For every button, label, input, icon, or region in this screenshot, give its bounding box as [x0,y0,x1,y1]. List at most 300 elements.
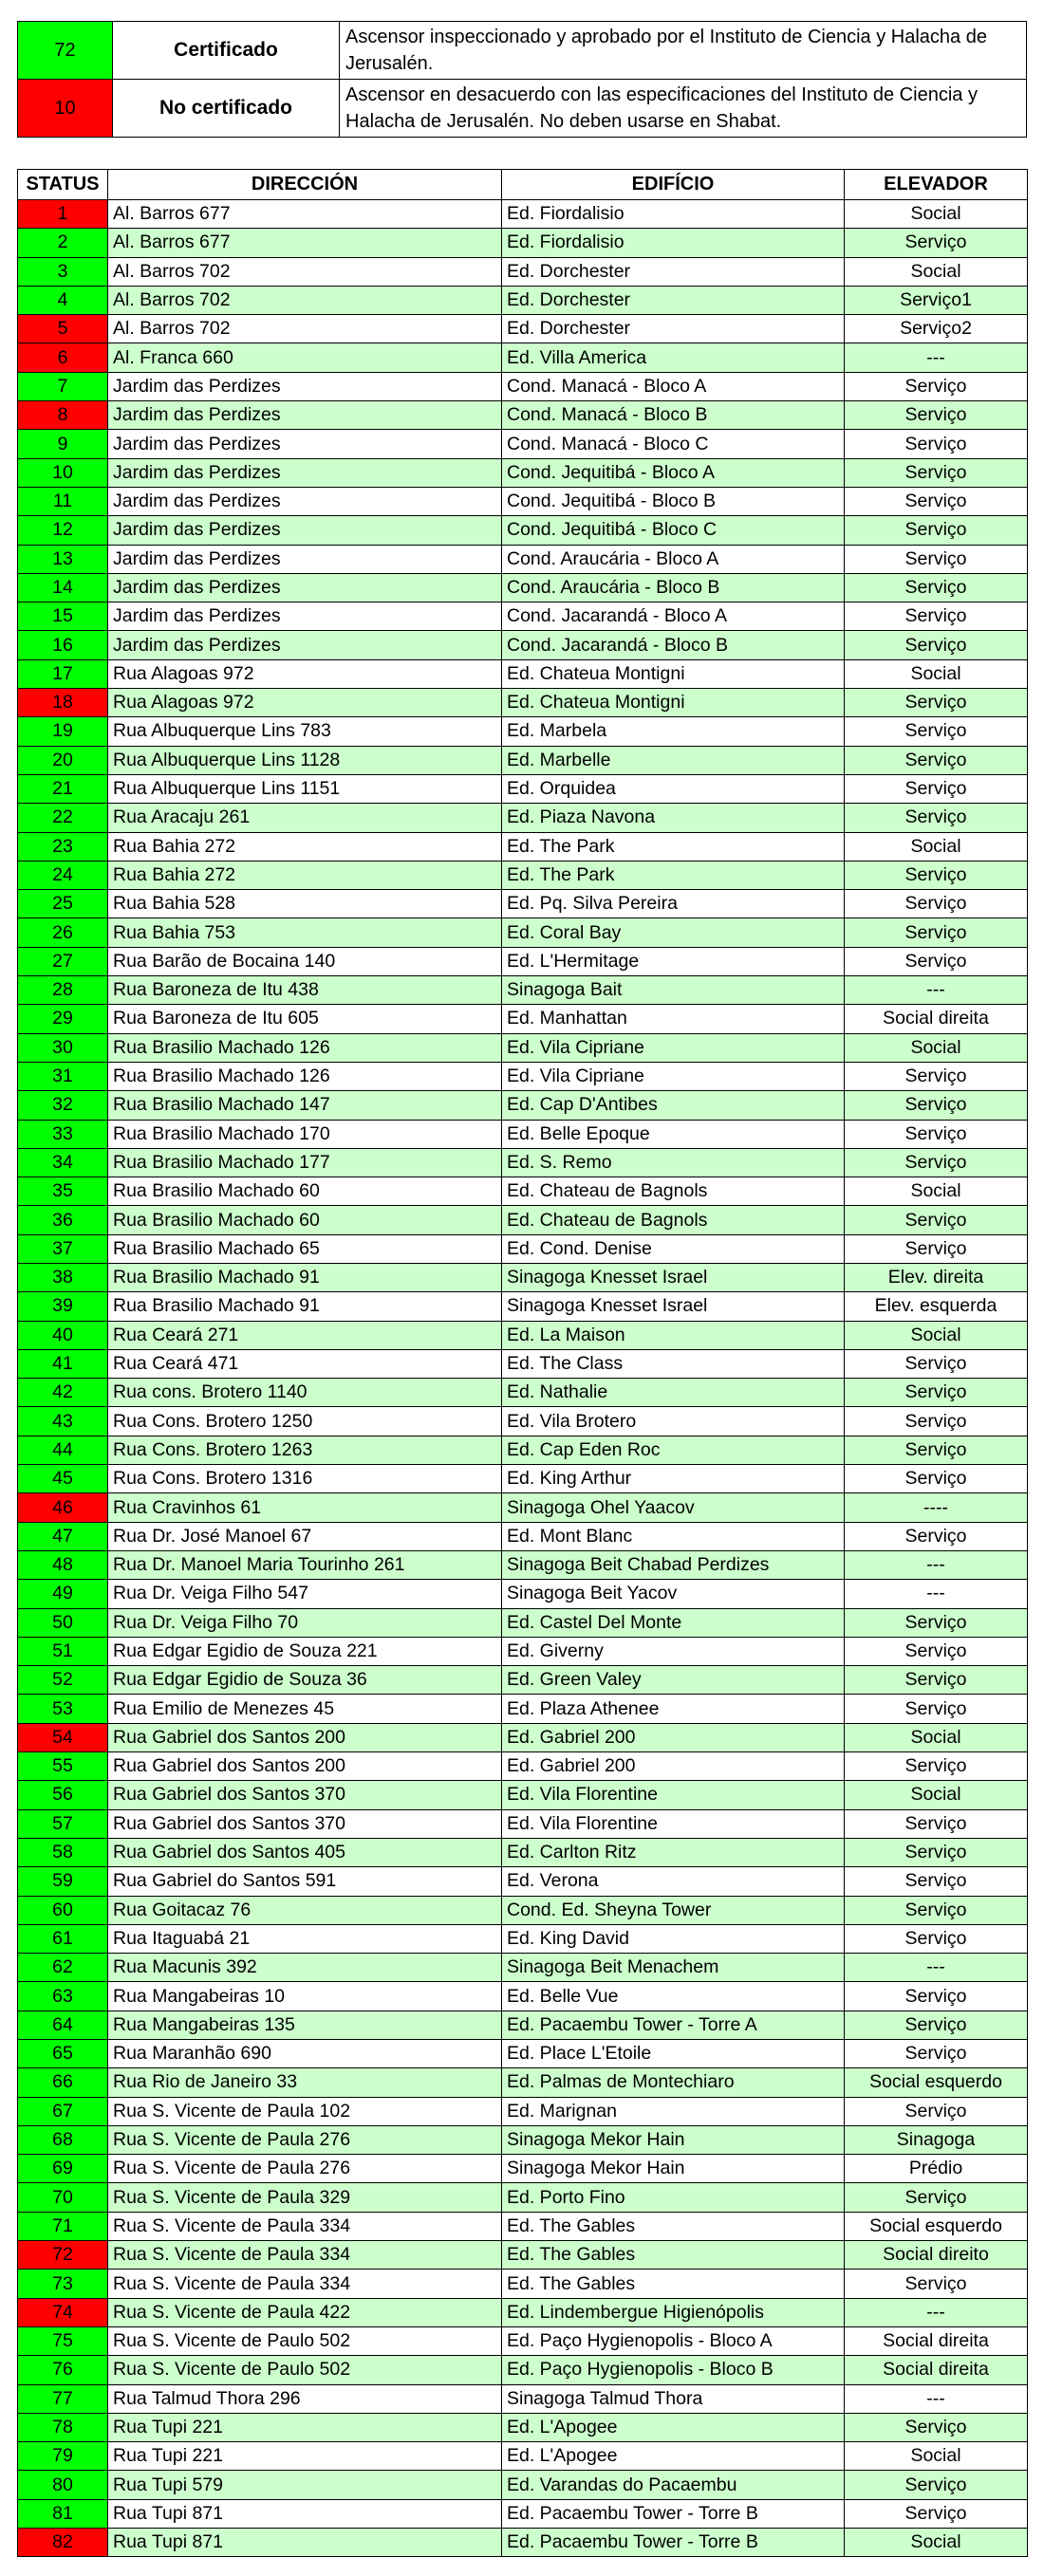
address-cell: Jardim das Perdizes [108,631,502,659]
elevator-cell: Social esquerdo [845,2068,1028,2097]
elevator-cell: Serviço [845,1379,1028,1407]
building-cell: Ed. Chateua Montigni [502,689,845,717]
elevator-cell: Serviço [845,1436,1028,1464]
building-cell: Sinagoga Knesset Israel [502,1263,845,1291]
legend-table [17,21,1027,138]
status-cell: 6 [18,343,108,372]
elevator-cell: Elev. esquerda [845,1292,1028,1321]
status-cell: 41 [18,1349,108,1378]
elevator-cell: Social [845,1177,1028,1206]
address-cell: Rua S. Vicente de Paula 276 [108,2125,502,2154]
status-cell: 8 [18,401,108,430]
address-cell: Rua cons. Brotero 1140 [108,1379,502,1407]
address-cell: Rua Maranhão 690 [108,2040,502,2068]
address-cell: Rua Tupi 871 [108,2529,502,2557]
table-row [18,257,1028,286]
elevator-cell: Serviço [845,631,1028,659]
table-row [18,2125,1028,2154]
address-cell: Rua Ceará 471 [108,1349,502,1378]
status-cell: 73 [18,2270,108,2298]
table-row [18,774,1028,803]
address-cell: Jardim das Perdizes [108,430,502,458]
header-elevator: ELEVADOR [845,170,1028,200]
elevator-cell: --- [845,343,1028,372]
elevator-cell: Serviço [845,1838,1028,1866]
building-cell: Ed. Gabriel 200 [502,1752,845,1781]
elevator-cell: Serviço [845,890,1028,918]
building-cell: Cond. Manacá - Bloco A [502,372,845,400]
table-row [18,1436,1028,1464]
building-cell: Sinagoga Beit Chabad Perdizes [502,1550,845,1579]
elevator-cell: Prédio [845,2155,1028,2183]
building-cell: Cond. Jequitibá - Bloco A [502,458,845,487]
building-cell: Ed. L'Apogee [502,2442,845,2471]
building-cell: Ed. La Maison [502,1321,845,1349]
address-cell: Rua Brasilio Machado 126 [108,1033,502,1062]
table-row [18,1407,1028,1436]
table-row [18,2471,1028,2499]
building-cell: Ed. Belle Vue [502,1982,845,2011]
elevator-cell: Sinagoga [845,2125,1028,2154]
status-cell: 29 [18,1005,108,1033]
building-cell: Ed. Dorchester [502,315,845,343]
address-cell: Rua Brasilio Machado 91 [108,1292,502,1321]
status-cell: 59 [18,1867,108,1896]
elevator-table [17,169,1028,2557]
building-cell: Ed. Castel Del Monte [502,1608,845,1637]
table-row [18,1234,1028,1263]
table-row [18,458,1028,487]
status-cell: 51 [18,1637,108,1665]
status-cell: 53 [18,1695,108,1723]
address-cell: Rua Gabriel dos Santos 200 [108,1752,502,1781]
building-cell: Ed. Chateau de Bagnols [502,1206,845,1234]
building-cell: Ed. The Park [502,832,845,861]
status-cell: 74 [18,2298,108,2326]
table-row [18,1206,1028,1234]
status-cell: 39 [18,1292,108,1321]
address-cell: Al. Barros 702 [108,257,502,286]
elevator-cell: Serviço [845,1924,1028,1953]
building-cell: Sinagoga Mekor Hain [502,2125,845,2154]
elevator-cell: Serviço [845,918,1028,947]
table-row [18,2298,1028,2326]
building-cell: Ed. Carlton Ritz [502,1838,845,1866]
building-cell: Ed. Place L'Etoile [502,2040,845,2068]
address-cell: Rua Mangabeiras 135 [108,2011,502,2039]
address-cell: Jardim das Perdizes [108,372,502,400]
building-cell: Cond. Araucária - Bloco A [502,545,845,573]
header-building: EDIFÍCIO [502,170,845,200]
building-cell: Ed. Cap Eden Roc [502,1436,845,1464]
elevator-cell: --- [845,1550,1028,1579]
status-cell: 28 [18,976,108,1005]
table-row [18,717,1028,746]
table-row [18,1091,1028,1120]
status-cell: 5 [18,315,108,343]
status-cell: 12 [18,516,108,545]
address-cell: Al. Barros 702 [108,286,502,314]
elevator-cell: Serviço [845,2040,1028,2068]
address-cell: Rua Cons. Brotero 1250 [108,1407,502,1436]
table-row [18,1522,1028,1550]
building-cell: Sinagoga Ohel Yaacov [502,1493,845,1522]
legend-row-not-certified [18,80,1027,138]
address-cell: Rua S. Vicente de Paulo 502 [108,2356,502,2384]
table-row [18,1005,1028,1033]
status-cell: 19 [18,717,108,746]
status-cell: 69 [18,2155,108,2183]
address-cell: Jardim das Perdizes [108,602,502,631]
address-cell: Al. Barros 677 [108,229,502,257]
table-row [18,2529,1028,2557]
building-cell: Ed. Pacaembu Tower - Torre B [502,2529,845,2557]
elevator-cell: Serviço [845,1120,1028,1148]
table-row [18,516,1028,545]
table-row [18,1867,1028,1896]
status-cell: 60 [18,1896,108,1924]
status-cell: 24 [18,861,108,889]
status-cell: 57 [18,1809,108,1838]
elevator-cell: Serviço [845,2270,1028,2298]
status-cell: 40 [18,1321,108,1349]
table-row [18,976,1028,1005]
status-cell: 79 [18,2442,108,2471]
elevator-cell: Serviço [845,1062,1028,1090]
elevator-cell: Serviço [845,774,1028,803]
building-cell: Cond. Araucária - Bloco B [502,573,845,602]
table-row [18,918,1028,947]
elevator-cell: Serviço [845,2183,1028,2212]
status-cell: 62 [18,1954,108,1982]
table-row [18,2442,1028,2471]
status-cell: 18 [18,689,108,717]
building-cell: Ed. Verona [502,1867,845,1896]
table-row [18,1062,1028,1090]
elevator-cell: Serviço [845,372,1028,400]
address-cell: Rua Bahia 272 [108,861,502,889]
table-row [18,804,1028,832]
address-cell: Rua Brasilio Machado 177 [108,1148,502,1177]
elevator-cell: Social [845,1781,1028,1809]
address-cell: Rua S. Vicente de Paula 334 [108,2270,502,2298]
building-cell: Ed. Vila Cipriane [502,1033,845,1062]
table-row [18,1924,1028,1953]
table-row [18,746,1028,774]
status-cell: 81 [18,2499,108,2528]
elevator-cell: Social direita [845,1005,1028,1033]
table-row [18,1321,1028,1349]
address-cell: Rua Baroneza de Itu 438 [108,976,502,1005]
building-cell: Cond. Manacá - Bloco B [502,401,845,430]
elevator-cell: Serviço [845,1465,1028,1493]
status-cell: 71 [18,2212,108,2240]
elevator-cell: Social [845,2529,1028,2557]
table-row [18,1148,1028,1177]
status-cell: 17 [18,659,108,688]
address-cell: Rua Baroneza de Itu 605 [108,1005,502,1033]
status-cell: 35 [18,1177,108,1206]
building-cell: Ed. Manhattan [502,1005,845,1033]
address-cell: Rua Bahia 528 [108,890,502,918]
status-cell: 4 [18,286,108,314]
table-row [18,689,1028,717]
table-row [18,1637,1028,1665]
table-row [18,1723,1028,1751]
elevator-cell: Social [845,200,1028,229]
elevator-cell: Serviço [845,487,1028,515]
elevator-cell: Serviço [845,1407,1028,1436]
status-cell: 48 [18,1550,108,1579]
table-row [18,1493,1028,1522]
table-row [18,2413,1028,2441]
status-cell: 64 [18,2011,108,2039]
table-row [18,890,1028,918]
elevator-cell: Serviço [845,545,1028,573]
status-cell: 26 [18,918,108,947]
elevator-cell: Serviço [845,2471,1028,2499]
status-cell: 2 [18,229,108,257]
elevator-cell: Social direita [845,2356,1028,2384]
address-cell: Rua Tupi 221 [108,2413,502,2441]
elevator-cell: Serviço [845,1148,1028,1177]
building-cell: Ed. Chateua Montigni [502,659,845,688]
elevator-cell: ---- [845,1493,1028,1522]
building-cell: Ed. Orquidea [502,774,845,803]
status-cell: 1 [18,200,108,229]
status-cell: 58 [18,1838,108,1866]
address-cell: Rua Rio de Janeiro 33 [108,2068,502,2097]
building-cell: Cond. Manacá - Bloco C [502,430,845,458]
elevator-cell: Serviço [845,458,1028,487]
elevator-cell: Serviço [845,861,1028,889]
address-cell: Rua Alagoas 972 [108,689,502,717]
address-cell: Rua S. Vicente de Paula 102 [108,2097,502,2125]
elevator-cell: Serviço [845,2499,1028,2528]
elevator-cell: Serviço [845,1522,1028,1550]
address-cell: Rua Brasilio Machado 126 [108,1062,502,1090]
building-cell: Ed. Green Valey [502,1666,845,1695]
building-cell: Ed. Porto Fino [502,2183,845,2212]
address-cell: Rua Itaguabá 21 [108,1924,502,1953]
status-cell: 33 [18,1120,108,1148]
building-cell: Ed. Villa America [502,343,845,372]
address-cell: Rua Bahia 753 [108,918,502,947]
header-status: STATUS [18,170,108,200]
status-cell: 46 [18,1493,108,1522]
legend-count-not-certified: 10 [18,80,113,138]
status-cell: 31 [18,1062,108,1090]
building-cell: Ed. The Class [502,1349,845,1378]
table-row [18,2011,1028,2039]
building-cell: Ed. King David [502,1924,845,1953]
address-cell: Rua Tupi 221 [108,2442,502,2471]
status-cell: 55 [18,1752,108,1781]
elevator-cell: --- [845,976,1028,1005]
table-row [18,1982,1028,2011]
building-cell: Ed. Dorchester [502,286,845,314]
elevator-cell: Serviço [845,804,1028,832]
building-cell: Ed. The Gables [502,2270,845,2298]
building-cell: Ed. Pacaembu Tower - Torre A [502,2011,845,2039]
table-row [18,2356,1028,2384]
table-row [18,2499,1028,2528]
building-cell: Ed. Marbelle [502,746,845,774]
status-cell: 34 [18,1148,108,1177]
status-cell: 77 [18,2384,108,2413]
address-cell: Rua Ceará 271 [108,1321,502,1349]
status-cell: 61 [18,1924,108,1953]
elevator-cell: Serviço [845,401,1028,430]
elevator-cell: Serviço [845,430,1028,458]
building-cell: Ed. Nathalie [502,1379,845,1407]
table-row [18,631,1028,659]
status-cell: 38 [18,1263,108,1291]
building-cell: Ed. Chateau de Bagnols [502,1177,845,1206]
table-body [18,200,1028,2557]
building-cell: Sinagoga Mekor Hain [502,2155,845,2183]
status-cell: 66 [18,2068,108,2097]
table-header-row [18,170,1028,200]
building-cell: Ed. The Park [502,861,845,889]
address-cell: Rua Brasilio Machado 147 [108,1091,502,1120]
table-row [18,1292,1028,1321]
elevator-cell: Serviço [845,1867,1028,1896]
elevator-cell: Serviço [845,2011,1028,2039]
building-cell: Cond. Jacarandá - Bloco A [502,602,845,631]
building-cell: Ed. Fiordalisio [502,229,845,257]
elevator-cell: Serviço [845,717,1028,746]
table-row [18,1349,1028,1378]
status-cell: 45 [18,1465,108,1493]
status-cell: 37 [18,1234,108,1263]
table-row [18,659,1028,688]
address-cell: Rua Brasilio Machado 65 [108,1234,502,1263]
building-cell: Ed. Fiordalisio [502,200,845,229]
elevator-cell: Serviço [845,1608,1028,1637]
status-cell: 15 [18,602,108,631]
address-cell: Rua S. Vicente de Paula 334 [108,2241,502,2270]
elevator-cell: --- [845,2384,1028,2413]
table-row [18,487,1028,515]
building-cell: Sinagoga Knesset Israel [502,1292,845,1321]
building-cell: Cond. Ed. Sheyna Tower [502,1896,845,1924]
building-cell: Ed. The Gables [502,2241,845,2270]
table-row [18,1580,1028,1608]
address-cell: Rua Aracaju 261 [108,804,502,832]
building-cell: Ed. Vila Florentine [502,1781,845,1809]
status-cell: 47 [18,1522,108,1550]
address-cell: Rua Brasilio Machado 170 [108,1120,502,1148]
elevator-cell: Social direita [845,2326,1028,2355]
table-row [18,430,1028,458]
building-cell: Ed. Paço Hygienopolis - Bloco A [502,2326,845,2355]
status-cell: 52 [18,1666,108,1695]
building-cell: Ed. S. Remo [502,1148,845,1177]
address-cell: Rua Dr. Veiga Filho 547 [108,1580,502,1608]
legend-label-certified: Certificado [113,22,340,80]
building-cell: Ed. Dorchester [502,257,845,286]
address-cell: Rua Barão de Bocaina 140 [108,947,502,975]
address-cell: Rua Tupi 871 [108,2499,502,2528]
address-cell: Rua Macunis 392 [108,1954,502,1982]
legend-description-not-certified: Ascensor en desacuerdo con las especificaciones del Instituto de Ciencia y Halacha de Jerusalén. No deben usarse en Shabat. [340,80,1027,138]
status-cell: 42 [18,1379,108,1407]
address-cell: Al. Barros 702 [108,315,502,343]
table-row [18,1954,1028,1982]
building-cell: Cond. Jacarandá - Bloco B [502,631,845,659]
building-cell: Ed. Cap D'Antibes [502,1091,845,1120]
table-row [18,1120,1028,1148]
address-cell: Rua Mangabeiras 10 [108,1982,502,2011]
status-cell: 75 [18,2326,108,2355]
building-cell: Ed. Varandas do Pacaembu [502,2471,845,2499]
building-cell: Ed. Coral Bay [502,918,845,947]
legend-description-certified: Ascensor inspeccionado y aprobado por el Instituto de Ciencia y Halacha de Jerusalén. [340,22,1027,80]
building-cell: Ed. L'Hermitage [502,947,845,975]
address-cell: Rua Albuquerque Lins 1151 [108,774,502,803]
elevator-cell: Serviço [845,1234,1028,1263]
address-cell: Jardim das Perdizes [108,458,502,487]
elevator-cell: --- [845,1580,1028,1608]
address-cell: Rua Brasilio Machado 60 [108,1177,502,1206]
building-cell: Ed. Cond. Denise [502,1234,845,1263]
legend-label-not-certified: No certificado [113,80,340,138]
table-row [18,401,1028,430]
building-cell: Ed. Palmas de Montechiaro [502,2068,845,2097]
elevator-cell: Serviço [845,602,1028,631]
status-cell: 9 [18,430,108,458]
table-row [18,832,1028,861]
status-cell: 54 [18,1723,108,1751]
elevator-cell: --- [845,2298,1028,2326]
elevator-cell: Serviço [845,1091,1028,1120]
address-cell: Rua Dr. Manoel Maria Tourinho 261 [108,1550,502,1579]
address-cell: Al. Franca 660 [108,343,502,372]
building-cell: Cond. Jequitibá - Bloco C [502,516,845,545]
elevator-cell: Social [845,1723,1028,1751]
building-cell: Ed. Marignan [502,2097,845,2125]
status-cell: 43 [18,1407,108,1436]
legend-count-certified: 72 [18,22,113,80]
table-row [18,1550,1028,1579]
status-cell: 82 [18,2529,108,2557]
address-cell: Rua Edgar Egidio de Souza 36 [108,1666,502,1695]
status-cell: 7 [18,372,108,400]
table-row [18,1177,1028,1206]
table-row [18,372,1028,400]
building-cell: Sinagoga Beit Menachem [502,1954,845,1982]
header-address: DIRECCIÓN [108,170,502,200]
address-cell: Rua Gabriel do Santos 591 [108,1867,502,1896]
status-cell: 23 [18,832,108,861]
building-cell: Ed. Pq. Silva Pereira [502,890,845,918]
address-cell: Rua Talmud Thora 296 [108,2384,502,2413]
status-cell: 22 [18,804,108,832]
address-cell: Jardim das Perdizes [108,545,502,573]
elevator-cell: Serviço [845,516,1028,545]
building-cell: Sinagoga Talmud Thora [502,2384,845,2413]
building-cell: Ed. Vila Brotero [502,1407,845,1436]
address-cell: Rua S. Vicente de Paula 276 [108,2155,502,2183]
table-row [18,286,1028,314]
elevator-cell: Serviço [845,947,1028,975]
elevator-cell: Social [845,832,1028,861]
address-cell: Jardim das Perdizes [108,487,502,515]
status-cell: 25 [18,890,108,918]
address-cell: Rua Bahia 272 [108,832,502,861]
building-cell: Sinagoga Bait [502,976,845,1005]
